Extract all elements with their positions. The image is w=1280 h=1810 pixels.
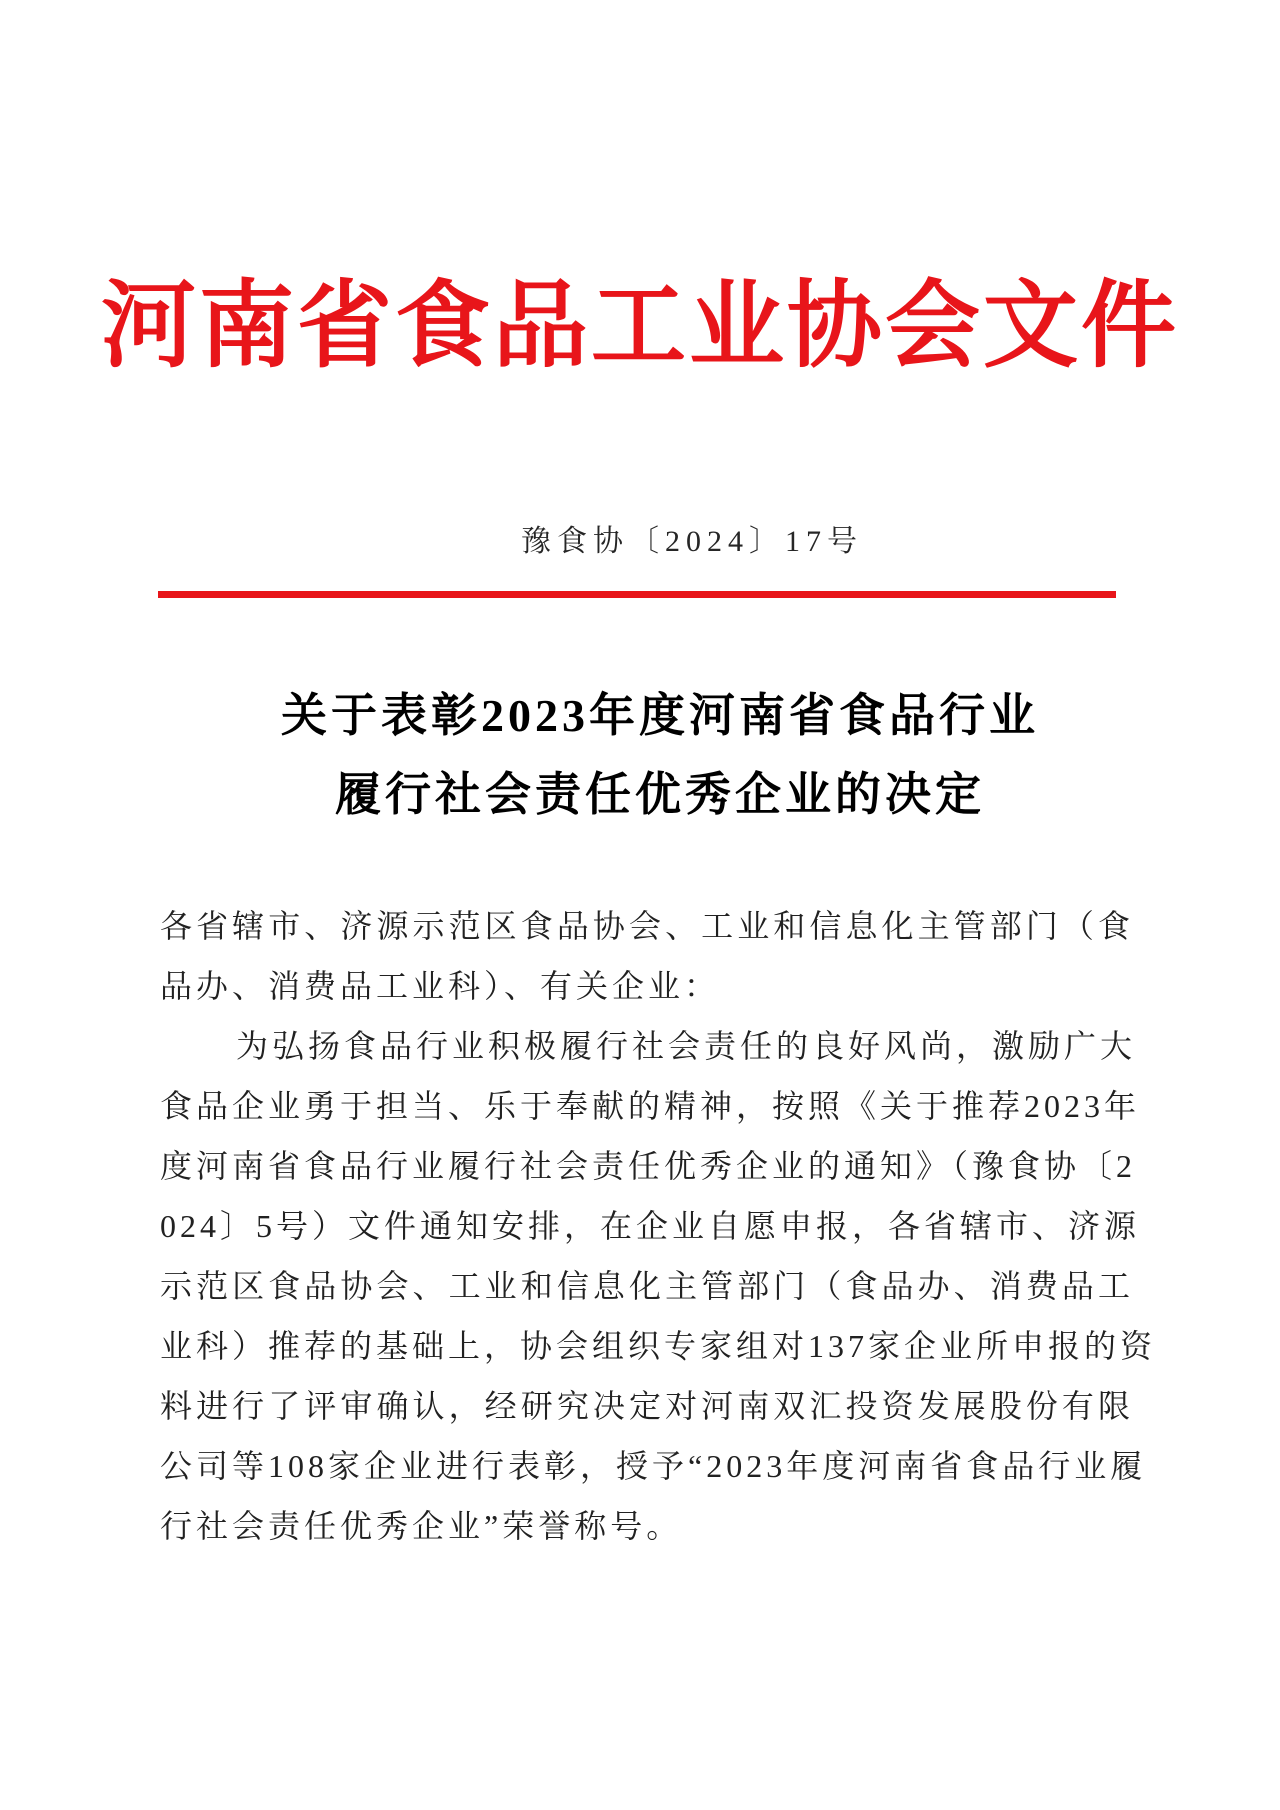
body-line: 料进行了评审确认，经研究决定对河南双汇投资发展股份有限	[160, 1388, 1134, 1424]
body-line: 度河南省食品行业履行社会责任优秀企业的通知》（豫食协〔2	[160, 1148, 1137, 1184]
document-title-line-2: 履行社会责任优秀企业的决定	[335, 769, 985, 820]
body-line: 024〕5号）文件通知安排，在企业自愿申报，各省辖市、济源	[160, 1208, 1141, 1244]
body-line: 公司等108家企业进行表彰，授予“2023年度河南省食品行业履	[160, 1448, 1147, 1484]
body-line: 示范区食品协会、工业和信息化主管部门（食品办、消费品工	[160, 1268, 1134, 1304]
body-line: 为弘扬食品行业积极履行社会责任的良好风尚，激励广大	[236, 1028, 1137, 1064]
document-title-line-1: 关于表彰2023年度河南省食品行业	[281, 690, 1039, 741]
red-divider-rule	[158, 591, 1116, 598]
letterhead-banner-title: 河南省食品工业协会文件	[100, 273, 1179, 379]
document-number: 豫食协〔2024〕17号	[521, 525, 863, 558]
body-line: 品办、消费品工业科）、有关企业：	[160, 968, 721, 1004]
body-line: 业科）推荐的基础上，协会组织专家组对137家企业所申报的资	[160, 1328, 1157, 1364]
body-line: 行社会责任优秀企业”荣誉称号。	[160, 1508, 683, 1544]
body-line: 各省辖市、济源示范区食品协会、工业和信息化主管部门（食	[160, 908, 1134, 944]
document-title	[20, 676, 1280, 834]
document-body	[160, 896, 1157, 1556]
body-line: 食品企业勇于担当、乐于奉献的精神，按照《关于推荐2023年	[160, 1088, 1141, 1124]
